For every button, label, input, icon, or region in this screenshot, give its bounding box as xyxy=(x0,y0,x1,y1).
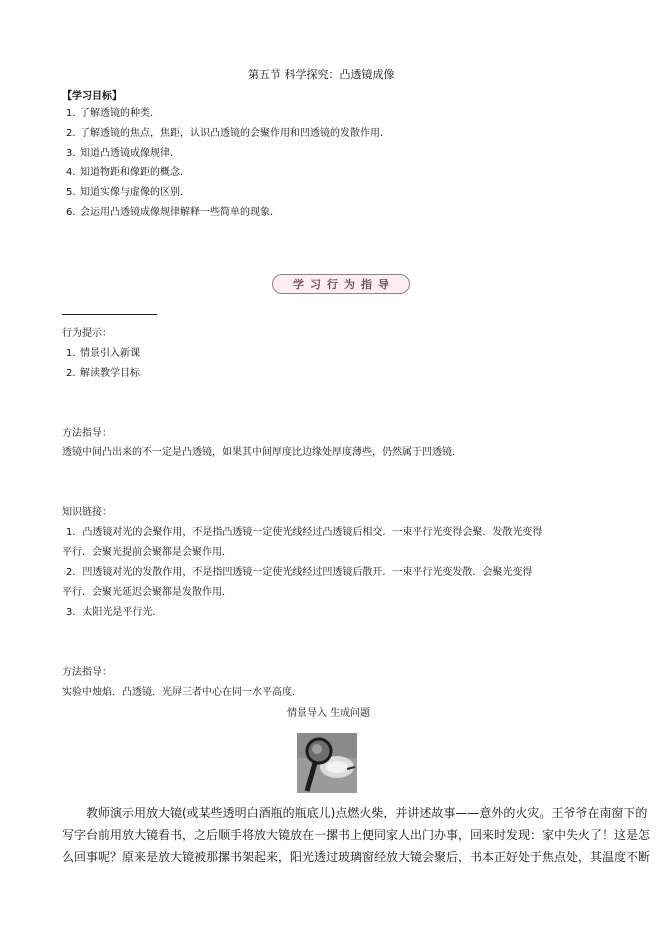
knowledge-item-1-line1: 1．凸透镜对光的会聚作用，不是指凸透镜一定使光线经过凸透镜后相交．一束平行光变得会聚．发散光变得 xyxy=(66,527,543,538)
method-text: 透镜中间凸出来的不一定是凸透镜，如果其中间厚度比边缘处厚度薄些，仍然属于凹透镜． xyxy=(62,447,462,458)
list-item: 5．知道实像与虚像的区别． xyxy=(66,187,190,198)
section-banner xyxy=(272,274,410,294)
list-item: 6．会运用凸透镜成像规律解释一些简单的现象． xyxy=(66,207,280,218)
list-item: 1．情景引入新课 xyxy=(66,348,140,359)
list-item: 3．知道凸透镜成像规律． xyxy=(66,148,180,159)
list-item: 1．了解透镜的种类． xyxy=(66,108,160,119)
divider xyxy=(62,314,157,315)
method-label: 方法指导： xyxy=(62,428,112,439)
objectives-label: 【学习目标】 xyxy=(62,91,122,102)
magnifier-icon xyxy=(297,733,357,793)
knowledge-item-2-line2: 平行．会聚光延迟会聚都是发散作用． xyxy=(62,587,232,598)
story-line-2: 写字台前用放大镜看书，之后顺手将放大镜放在一摞书上便同家人出门办事，回来时发现：家中失火了！这是怎 xyxy=(62,828,651,842)
magnifier-photo xyxy=(297,733,357,793)
list-item: 2．了解透镜的焦点，焦距，认识凸透镜的会聚作用和凹透镜的发散作用． xyxy=(66,128,390,139)
knowledge-item-2-line1: 2．凹透镜对光的发散作用，不是指凹透镜一定使光线经过凹透镜后散开．一束平行光变发散．会聚光变得 xyxy=(66,567,533,578)
story-line-3: 么回事呢？原来是放大镜被那摞书架起来，阳光透过玻璃窗经放大镜会聚后，书本正好处于焦点处，其温度不断 xyxy=(62,850,651,864)
list-item: 2．解读教学目标 xyxy=(66,368,140,379)
story-line-1: 教师演示用放大镜(或某些透明白酒瓶的瓶底儿)点燃火柴，并讲述故事——意外的火灾。王爷爷在南窗下的 xyxy=(86,806,648,820)
behavior-hints-label: 行为提示： xyxy=(62,328,112,339)
method-text: 实验中烛焰．凸透镜．光屏三者中心在同一水平高度． xyxy=(62,687,302,698)
list-item: 4．知道物距和像距的概念． xyxy=(66,167,190,178)
knowledge-label: 知识链接： xyxy=(62,507,112,518)
knowledge-item-3: 3．太阳光是平行光． xyxy=(66,607,163,618)
scene-heading: 情景导入 生成问题 xyxy=(287,708,371,719)
method-label: 方法指导： xyxy=(62,667,112,678)
banner-text: 学习行为指导 xyxy=(293,278,395,291)
page-title: 第五节 科学探究：凸透镜成像 xyxy=(248,68,395,81)
knowledge-item-1-line2: 平行．会聚光提前会聚都是会聚作用． xyxy=(62,547,232,558)
